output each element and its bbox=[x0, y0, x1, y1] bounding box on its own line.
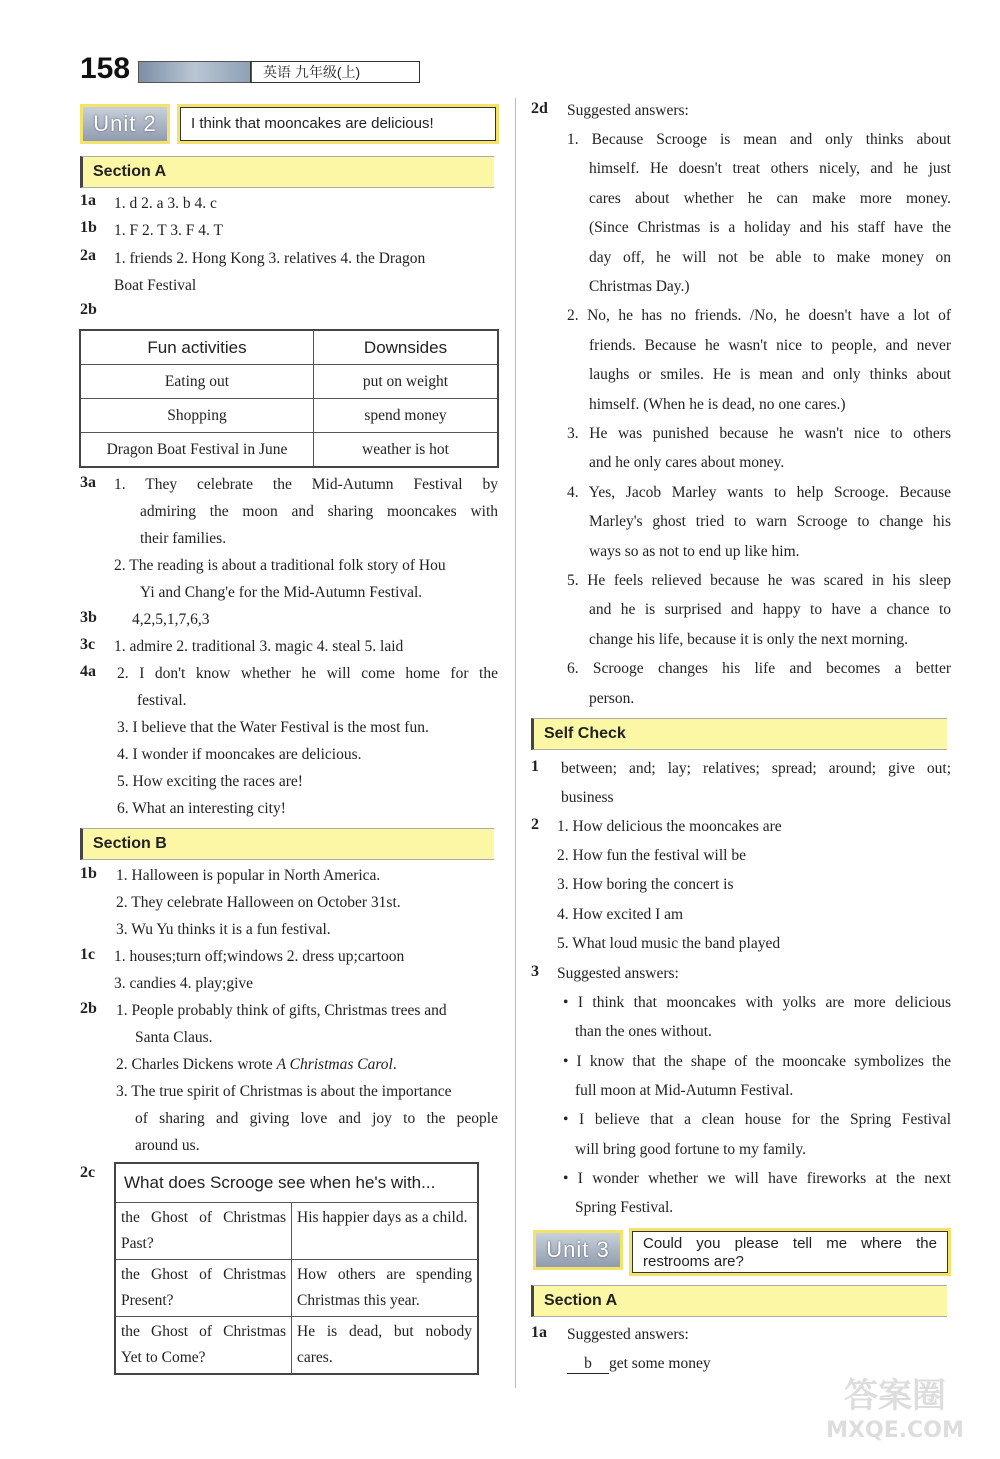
watermark-line2: MXQE.COM bbox=[826, 1418, 964, 1443]
answer-3c: 1. admire 2. traditional 3. magic 4. steal 5. laid bbox=[114, 638, 404, 655]
label-3b: 3b bbox=[80, 609, 97, 626]
label-2c: 2c bbox=[80, 1164, 96, 1181]
label-2b: 2b bbox=[80, 1000, 97, 1017]
answer-b-2b-2 bbox=[116, 1051, 397, 1078]
answer-2d-intro: Suggested answers: bbox=[567, 102, 689, 119]
label-sc-2: 2 bbox=[531, 816, 539, 833]
answer-2d-line: himself. (When he is dead, no one cares.) bbox=[589, 395, 846, 413]
table-2b-header: Fun activities bbox=[80, 330, 314, 365]
book-label: 英语 九年级(上) bbox=[250, 61, 420, 83]
answer-b-1b-1: 1. Halloween is popular in North America. bbox=[116, 867, 381, 884]
answer-sc-3-line: • I think that mooncakes with yolks are more delicious bbox=[563, 994, 951, 1011]
answer-2d-line: laughs or smiles. He is mean and only thinks about bbox=[589, 366, 951, 384]
label-2b: 2b bbox=[80, 301, 97, 318]
answer-2d-line: ways so as not to end up like him. bbox=[589, 542, 800, 560]
unit2-title: I think that mooncakes are delicious! bbox=[180, 107, 496, 141]
answer-sc-1b: business bbox=[561, 789, 614, 806]
table-row bbox=[115, 1203, 478, 1260]
answer-2a-line1: 1. friends 2. Hong Kong 3. relatives 4. the Dragon bbox=[114, 250, 426, 267]
table-2b bbox=[79, 329, 499, 468]
answer-2d-line: 5. He feels relieved because he was scared in his sleep bbox=[567, 572, 951, 589]
answer-b-2b-2-pre: 2. Charles Dickens wrote bbox=[116, 1056, 277, 1073]
label-sc-3: 3 bbox=[531, 963, 539, 980]
answer-b-2b-3a: 3. The true spirit of Christmas is about the importance bbox=[116, 1083, 452, 1100]
answer-b-1b-2: 2. They celebrate Halloween on October 31st. bbox=[116, 894, 401, 911]
answer-2d-line: and he only cares about money. bbox=[589, 454, 785, 472]
unit2-section-b-bar: Section B bbox=[80, 828, 494, 860]
watermark-logo bbox=[810, 1367, 980, 1445]
answer-4a-3: 3. I believe that the Water Festival is the most fun. bbox=[117, 719, 429, 736]
answer-u3-1a-item bbox=[567, 1350, 711, 1377]
table-row bbox=[115, 1317, 478, 1375]
answer-2d-line: change his life, because it is only the next morning. bbox=[589, 630, 908, 648]
answer-2d-line: 1. Because Scrooge is mean and only thinks about bbox=[567, 131, 951, 148]
label-sc-1: 1 bbox=[531, 758, 539, 775]
label-1a: 1a bbox=[80, 192, 96, 209]
answer-4a-2b: festival. bbox=[137, 692, 187, 709]
answer-b-2b-3c: around us. bbox=[135, 1137, 200, 1154]
answer-sc-3-line: will bring good fortune to my family. bbox=[575, 1140, 807, 1158]
self-check-bar: Self Check bbox=[531, 718, 947, 750]
answer-sc-3-line: • I know that the shape of the mooncake symbolizes the bbox=[563, 1052, 951, 1070]
answer-4a-6: 6. What an interesting city! bbox=[117, 800, 286, 817]
answer-2d-line: friends. Because he wasn't nice to people, and never bbox=[589, 336, 951, 354]
table-cell: the Ghost of Christmas Past? bbox=[115, 1203, 292, 1260]
answer-3a-1b: admiring the moon and sharing mooncakes with bbox=[140, 503, 498, 520]
answer-sc-3-intro: Suggested answers: bbox=[557, 965, 679, 982]
answer-3a-1a: 1. They celebrate the Mid-Autumn Festival by bbox=[114, 476, 498, 493]
table-2b-header: Downsides bbox=[314, 330, 499, 365]
table-row bbox=[115, 1260, 478, 1317]
answer-4a-5: 5. How exciting the races are! bbox=[117, 773, 303, 790]
watermark-line1: 答案圈 bbox=[844, 1376, 946, 1416]
table-cell: How others are spending Christmas this year. bbox=[292, 1260, 479, 1317]
answer-2d-line: 3. He was punished because he wasn't nice to others bbox=[567, 425, 951, 442]
answer-2d-line: cares about whether he can make more money. bbox=[589, 189, 951, 207]
table-cell: Shopping bbox=[80, 399, 314, 433]
answer-2d-line: himself. He doesn't treat others nicely, and he just bbox=[589, 160, 951, 178]
unit2-section-a-bar: Section A bbox=[80, 156, 494, 188]
answer-2d-line: Christmas Day.) bbox=[589, 278, 690, 295]
answer-2d-line: (Since Christmas is a holiday and his staff have the bbox=[589, 219, 951, 237]
unit3-title-line2: restrooms are? bbox=[643, 1253, 744, 1270]
answer-3a-2a: 2. The reading is about a traditional folk story of Hou bbox=[114, 557, 446, 574]
column-divider bbox=[515, 98, 516, 1388]
answer-3a-2b: Yi and Chang'e for the Mid-Autumn Festival. bbox=[140, 584, 423, 601]
answer-b-2b-2-post: . bbox=[392, 1056, 397, 1073]
table-cell: Dragon Boat Festival in June bbox=[80, 433, 314, 468]
answer-sc-1a: between; and; lay; relatives; spread; around; give out; bbox=[561, 760, 951, 777]
answer-2d-line: person. bbox=[589, 689, 635, 707]
table-cell: Eating out bbox=[80, 365, 314, 399]
label-2d: 2d bbox=[531, 100, 548, 117]
answer-2d-line: and he is surprised and happy to have a chance to bbox=[589, 601, 951, 619]
table-cell: weather is hot bbox=[314, 433, 499, 468]
answer-3b: 4,2,5,1,7,6,3 bbox=[132, 611, 210, 628]
answer-1a: 1. d 2. a 3. b 4. c bbox=[114, 195, 217, 212]
header-decoration-strip bbox=[138, 61, 252, 83]
answer-4a-2a: 2. I don't know whether he will come home for the bbox=[117, 665, 498, 682]
table-row bbox=[80, 433, 498, 468]
answer-3a-1c: their families. bbox=[140, 530, 227, 547]
answer-u3-1a-text: get some money bbox=[609, 1355, 711, 1372]
table-row bbox=[80, 399, 498, 433]
answer-b-1c-2: 3. candies 4. play;give bbox=[114, 975, 254, 992]
answer-sc-2-line: 2. How fun the festival will be bbox=[557, 847, 746, 865]
table-cell: spend money bbox=[314, 399, 499, 433]
answer-sc-3-line: Spring Festival. bbox=[575, 1199, 674, 1217]
answer-b-1c-1: 1. houses;turn off;windows 2. dress up;cartoon bbox=[114, 948, 405, 965]
answer-2d-line: day off, he will not be able to make money on bbox=[589, 248, 951, 266]
answer-sc-3-line: • I wonder whether we will have fireworks at the next bbox=[563, 1169, 951, 1187]
label-1b: 1b bbox=[80, 865, 97, 882]
answer-b-2b-1a: 1. People probably think of gifts, Christmas trees and bbox=[116, 1002, 447, 1019]
page-number: 158 bbox=[80, 52, 131, 85]
unit3-title bbox=[632, 1231, 948, 1273]
label-3a: 3a bbox=[80, 474, 96, 491]
table-2c-header: What does Scrooge see when he's with... bbox=[115, 1163, 478, 1203]
label-2a: 2a bbox=[80, 247, 96, 264]
table-cell: the Ghost of Christmas Yet to Come? bbox=[115, 1317, 292, 1375]
table-cell: the Ghost of Christmas Present? bbox=[115, 1260, 292, 1317]
answer-2a-line2: Boat Festival bbox=[114, 277, 197, 294]
answer-2d-line: 6. Scrooge changes his life and becomes a better bbox=[567, 660, 951, 678]
unit3-badge: Unit 3 bbox=[533, 1230, 623, 1270]
answer-b-2b-3b: of sharing and giving love and joy to the people bbox=[135, 1110, 498, 1127]
label-1b: 1b bbox=[80, 219, 97, 236]
answer-sc-3-line: full moon at Mid-Autumn Festival. bbox=[575, 1081, 794, 1099]
unit3-section-a-bar: Section A bbox=[531, 1285, 947, 1317]
label-1c: 1c bbox=[80, 946, 96, 963]
answer-sc-3-line: • I believe that a clean house for the Spring Festival bbox=[563, 1111, 951, 1129]
answer-2d-line: 4. Yes, Jacob Marley wants to help Scrooge. Because bbox=[567, 483, 951, 501]
answer-u3-1a-intro: Suggested answers: bbox=[567, 1326, 689, 1343]
answer-b-1b-3: 3. Wu Yu thinks it is a fun festival. bbox=[116, 921, 331, 938]
label-3c: 3c bbox=[80, 636, 96, 653]
table-row bbox=[80, 365, 498, 399]
answer-b-2b-1b: Santa Claus. bbox=[135, 1029, 213, 1046]
label-4a: 4a bbox=[80, 663, 96, 680]
table-cell: He is dead, but nobody cares. bbox=[292, 1317, 479, 1375]
answer-sc-2-line: 1. How delicious the mooncakes are bbox=[557, 818, 782, 835]
answer-4a-4: 4. I wonder if mooncakes are delicious. bbox=[117, 746, 362, 763]
answer-sc-2-line: 4. How excited I am bbox=[557, 905, 684, 923]
unit3-title-line1: Could you please tell me where the bbox=[643, 1235, 937, 1252]
unit2-badge: Unit 2 bbox=[80, 104, 170, 144]
answer-sc-2-line: 3. How boring the concert is bbox=[557, 876, 734, 894]
answer-1b: 1. F 2. T 3. F 4. T bbox=[114, 222, 223, 239]
table-cell: His happier days as a child. bbox=[292, 1203, 479, 1260]
answer-2d-line: Marley's ghost tried to warn Scrooge to change his bbox=[589, 513, 951, 531]
label-u3-1a: 1a bbox=[531, 1324, 547, 1341]
answer-sc-3-line: than the ones without. bbox=[575, 1023, 712, 1041]
table-2c bbox=[114, 1162, 479, 1375]
answer-sc-2-line: 5. What loud music the band played bbox=[557, 934, 781, 952]
answer-blank: b bbox=[567, 1355, 609, 1374]
table-cell: put on weight bbox=[314, 365, 499, 399]
book-title: A Christmas Carol bbox=[276, 1056, 393, 1073]
answer-2d-line: 2. No, he has no friends. /No, he doesn't have a lot of bbox=[567, 307, 951, 325]
